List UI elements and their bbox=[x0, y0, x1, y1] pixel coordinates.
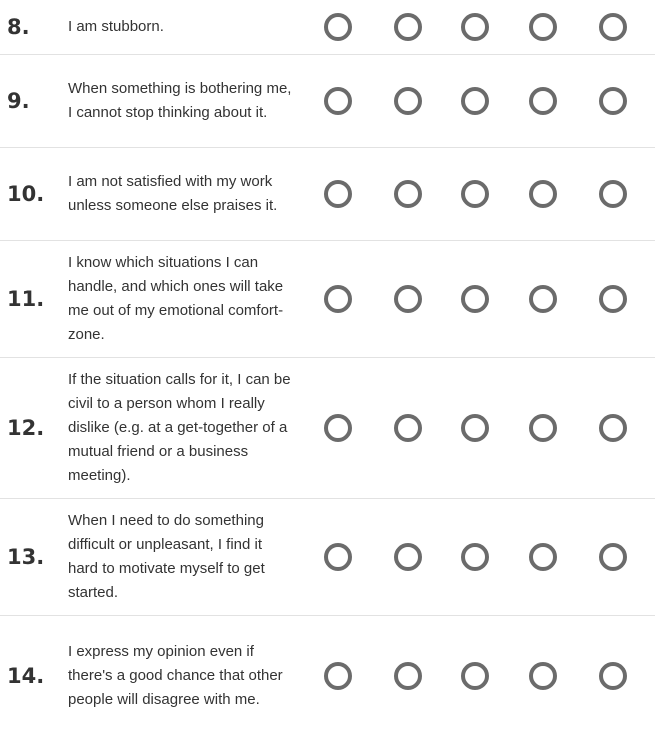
question-text: When something is bothering me, I cannot stop thinking about it. bbox=[68, 80, 292, 121]
question-number: 8. bbox=[7, 15, 30, 39]
question-row-9 bbox=[0, 55, 655, 148]
question-number: 11. bbox=[7, 287, 45, 311]
rating-radio-3[interactable] bbox=[461, 285, 489, 313]
rating-radio-1[interactable] bbox=[324, 543, 352, 571]
rating-radio-3[interactable] bbox=[461, 543, 489, 571]
rating-radio-1[interactable] bbox=[324, 13, 352, 41]
rating-radio-5[interactable] bbox=[599, 285, 627, 313]
question-number: 10. bbox=[7, 182, 45, 206]
rating-radio-2[interactable] bbox=[394, 13, 422, 41]
rating-radio-4[interactable] bbox=[529, 662, 557, 690]
question-text: I am stubborn. bbox=[68, 18, 164, 35]
rating-radio-5[interactable] bbox=[599, 662, 627, 690]
rating-radio-2[interactable] bbox=[394, 543, 422, 571]
rating-radio-1[interactable] bbox=[324, 662, 352, 690]
rating-radio-5[interactable] bbox=[599, 180, 627, 208]
rating-radio-3[interactable] bbox=[461, 662, 489, 690]
rating-radio-5[interactable] bbox=[599, 13, 627, 41]
rating-radio-3[interactable] bbox=[461, 414, 489, 442]
rating-radio-3[interactable] bbox=[461, 13, 489, 41]
rating-radio-3[interactable] bbox=[461, 87, 489, 115]
question-row-11 bbox=[0, 241, 655, 358]
rating-radio-4[interactable] bbox=[529, 543, 557, 571]
question-text: I express my opinion even if there's a good chance that other people will disagree with me. bbox=[68, 643, 283, 708]
rating-radio-2[interactable] bbox=[394, 285, 422, 313]
rating-radio-5[interactable] bbox=[599, 87, 627, 115]
rating-radio-4[interactable] bbox=[529, 13, 557, 41]
rating-radio-2[interactable] bbox=[394, 180, 422, 208]
rating-radio-1[interactable] bbox=[324, 285, 352, 313]
rating-radio-4[interactable] bbox=[529, 87, 557, 115]
question-number: 14. bbox=[7, 664, 45, 688]
rating-radio-4[interactable] bbox=[529, 180, 557, 208]
rating-radio-1[interactable] bbox=[324, 414, 352, 442]
question-row-8 bbox=[0, 0, 655, 55]
question-number: 9. bbox=[7, 89, 30, 113]
rating-radio-2[interactable] bbox=[394, 662, 422, 690]
rating-radio-2[interactable] bbox=[394, 87, 422, 115]
question-number: 13. bbox=[7, 545, 45, 569]
rating-radio-3[interactable] bbox=[461, 180, 489, 208]
rating-radio-5[interactable] bbox=[599, 414, 627, 442]
question-row-10 bbox=[0, 148, 655, 241]
question-row-13 bbox=[0, 499, 655, 616]
question-row-12 bbox=[0, 358, 655, 499]
rating-radio-5[interactable] bbox=[599, 543, 627, 571]
rating-radio-1[interactable] bbox=[324, 180, 352, 208]
question-text: When I need to do something difficult or unpleasant, I find it hard to motivate myself to get started. bbox=[68, 512, 265, 601]
question-row-14 bbox=[0, 616, 655, 736]
rating-radio-4[interactable] bbox=[529, 414, 557, 442]
rating-radio-2[interactable] bbox=[394, 414, 422, 442]
question-number: 12. bbox=[7, 416, 45, 440]
question-text: If the situation calls for it, I can be civil to a person whom I really dislike (e.g. at a get-together of a mutual friend or a business meeting). bbox=[68, 371, 291, 484]
rating-radio-1[interactable] bbox=[324, 87, 352, 115]
question-text: I know which situations I can handle, and which ones will take me out of my emotional comfort-zone. bbox=[68, 254, 284, 343]
question-text: I am not satisfied with my work unless someone else praises it. bbox=[68, 173, 278, 214]
rating-radio-4[interactable] bbox=[529, 285, 557, 313]
